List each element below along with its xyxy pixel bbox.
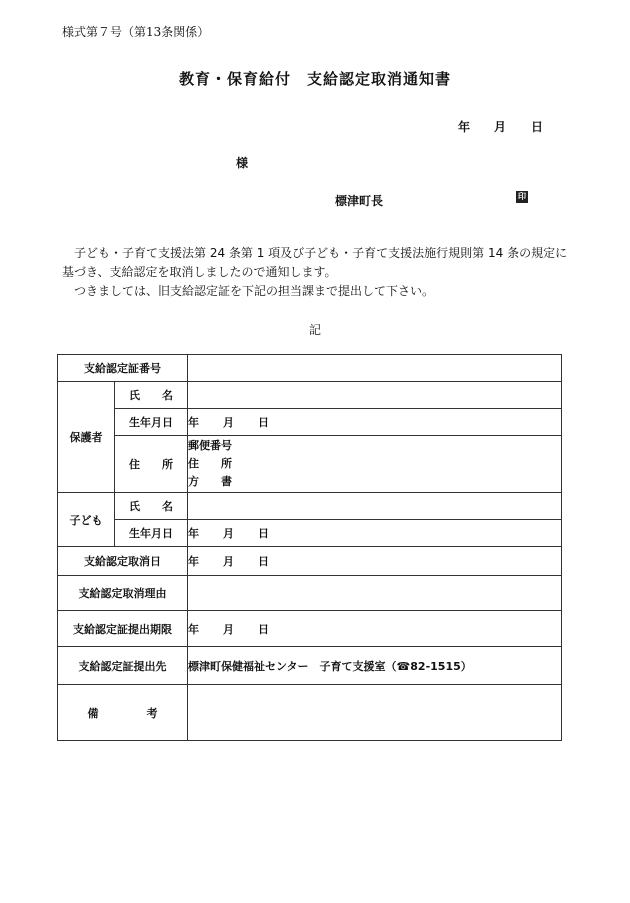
notice-form-table	[57, 354, 562, 741]
guardian-group-label: 保護者	[58, 382, 115, 493]
recipient-suffix: 様	[236, 156, 249, 170]
cancel-reason-field[interactable]	[188, 576, 562, 611]
destination-value: 標津町保健福祉センター 子育て支援室（☎82-1515）	[188, 647, 562, 685]
table-row	[58, 493, 562, 520]
child-birth-label: 生年月日	[115, 520, 188, 547]
notice-paragraph-1: 子ども・子育て支援法第 24 条第 1 項及び子ども・子育て支援法施行規則第 14 条の規定に基づき、支給認定を取消しましたので通知します。	[62, 246, 568, 279]
table-row	[58, 611, 562, 647]
issue-date-month: 月	[494, 120, 507, 134]
guardian-address-label: 住 所	[115, 436, 188, 493]
table-row	[58, 576, 562, 611]
destination-label: 支給認定証提出先	[58, 647, 188, 685]
notice-body	[62, 244, 572, 301]
form-number: 様式第７号（第13条関係）	[62, 25, 210, 39]
address-sub-label: 住 所	[188, 457, 232, 470]
table-row	[58, 547, 562, 576]
issue-date-day: 日	[531, 120, 544, 134]
cert-number-field[interactable]	[188, 355, 562, 382]
deadline-field[interactable]: 年 月 日	[188, 611, 562, 647]
deadline-label: 支給認定証提出期限	[58, 611, 188, 647]
postal-code-label: 郵便番号	[188, 439, 232, 452]
remarks-field[interactable]	[188, 685, 562, 741]
table-row	[58, 685, 562, 741]
child-birth-field[interactable]: 年 月 日	[188, 520, 562, 547]
seal-icon: 印	[518, 192, 526, 201]
table-row	[58, 382, 562, 409]
table-row	[58, 409, 562, 436]
document-title: 教育・保育給付 支給認定取消通知書	[178, 70, 451, 88]
table-row	[58, 436, 562, 493]
cancel-date-field[interactable]: 年 月 日	[188, 547, 562, 576]
child-group-label: 子ども	[58, 493, 115, 547]
child-name-field[interactable]	[188, 493, 562, 520]
cancel-reason-label: 支給認定取消理由	[58, 576, 188, 611]
cert-number-label: 支給認定証番号	[58, 355, 188, 382]
remarks-label: 備 考	[58, 685, 188, 741]
table-row	[58, 520, 562, 547]
table-row	[58, 355, 562, 382]
guardian-address-field[interactable]	[188, 436, 562, 493]
issue-date-year: 年	[458, 120, 471, 134]
guardian-birth-label: 生年月日	[115, 409, 188, 436]
guardian-birth-field[interactable]: 年 月 日	[188, 409, 562, 436]
guardian-name-label: 氏 名	[115, 382, 188, 409]
ki-heading: 記	[308, 323, 321, 337]
guardian-name-field[interactable]	[188, 382, 562, 409]
direction-label: 方 書	[188, 475, 232, 488]
table-row	[58, 647, 562, 685]
sender-name: 標津町長	[335, 194, 384, 208]
cancel-date-label: 支給認定取消日	[58, 547, 188, 576]
child-name-label: 氏 名	[115, 493, 188, 520]
notice-paragraph-2: つきましては、旧支給認定証を下記の担当課まで提出して下さい。	[74, 284, 435, 298]
